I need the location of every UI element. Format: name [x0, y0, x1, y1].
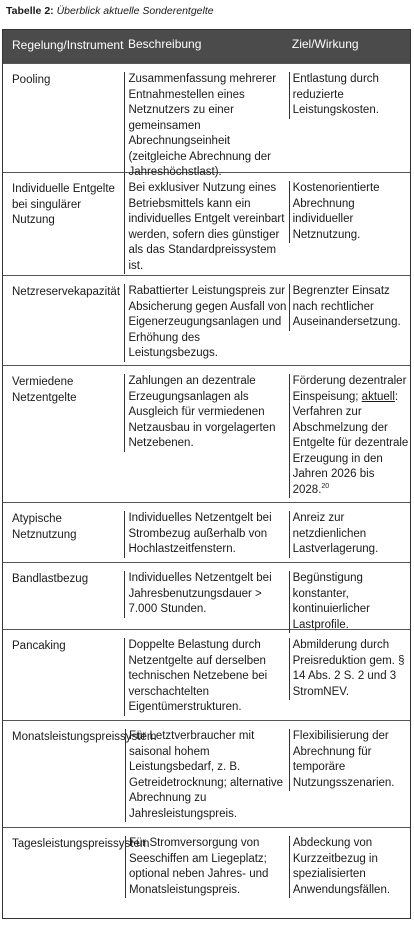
beschreibung-cell	[122, 828, 287, 918]
ziel-cell	[287, 828, 410, 918]
table-row	[3, 720, 410, 827]
regelung-cell: Monatsleistungspreissystem	[12, 731, 157, 743]
beschreibung-cell	[121, 563, 286, 629]
regelung-cell: Tagesleistungspreissystem	[12, 838, 150, 850]
ziel-text: Abmilderung durch Preisreduktion gem. § 14 Abs. 2 S. 2 und 3 StromNEV.	[289, 638, 410, 700]
ziel-cell	[287, 563, 410, 629]
ziel-cell	[287, 721, 410, 827]
ziel-text	[289, 374, 410, 498]
ziel-cell	[287, 64, 410, 172]
table-row	[3, 629, 410, 720]
table-row	[3, 172, 410, 275]
caption-title: Überblick aktuelle Sonderentgelte	[56, 5, 214, 17]
beschreibung-text: Rabattierter Leistungspreis zur Absicherung gegen Ausfall von Eigenerzeugungsanlagen und Erhöhung des Leistungsbezugs.	[124, 284, 286, 362]
table-row	[3, 562, 410, 629]
ziel-text-part-b: : Verfahren zur Abschmelzung der Entgelte für dezentrale Erzeugung in den Jahren 2026 bis 2028.	[292, 390, 409, 496]
beschreibung-cell	[122, 721, 287, 827]
ziel-cell	[287, 276, 410, 365]
column-header-beschreibung-text: Beschreibung	[128, 37, 202, 51]
table-row	[3, 827, 410, 918]
regelung-cell: Bandlastbezug	[12, 573, 89, 585]
column-header-ziel	[287, 30, 410, 63]
column-header-ziel-text: Ziel/Wirkung	[291, 37, 359, 51]
caption-label: Tabelle 2:	[6, 5, 54, 17]
beschreibung-text: Zusammenfassung mehrerer Entnahmestellen eines Netznutzers zu einer gemeinsamen Abrechnungseinheit (zeitgleiche Abrechnung der Jahreshöchstlast).	[124, 72, 286, 181]
table-row	[3, 365, 410, 502]
ziel-cell	[287, 630, 410, 720]
ziel-text: Entlastung durch reduzierte Leistungskosten.	[289, 72, 410, 119]
table-header	[3, 30, 410, 63]
ziel-text: Begünstigung konstanter, kontinuierlicher Lastprofile.	[289, 571, 410, 633]
ziel-text-part-a: Förderung dezentraler Einspeisung;	[292, 375, 407, 403]
ziel-text: Kostenorientierte Abrechnung individueller Netznutzung.	[289, 181, 410, 243]
sonderentgelte-table	[2, 29, 411, 919]
beschreibung-cell	[121, 276, 286, 365]
regelung-cell: Individuelle Entgelte bei singulärer Nutzung	[12, 183, 115, 226]
regelung-cell: Vermiedene Netzentgelte	[12, 376, 77, 404]
table-row	[3, 502, 410, 562]
beschreibung-cell	[121, 64, 286, 178]
beschreibung-text: Zahlungen an dezentrale Erzeugungsanlagen als Ausgleich für vermiedenen Netzausbau in vorgelagerten Netzebenen.	[124, 374, 286, 452]
beschreibung-text: Doppelte Belastung durch Netzentgelte auf derselben technischen Netzebene bei verschachtelten Eigentümerstrukturen.	[124, 638, 286, 716]
beschreibung-cell	[121, 173, 286, 275]
column-header-regelung: Regelung/Instrument	[12, 38, 124, 52]
ziel-cell	[287, 366, 410, 502]
beschreibung-text: Für Stromversorgung von Seeschiffen am Liegeplatz; optional neben Jahres- und Monatsleistungspreis.	[125, 836, 287, 898]
beschreibung-text: Individuelles Netzentgelt bei Jahresbenutzungsdauer > 7.000 Stunden.	[124, 571, 286, 618]
ziel-text: Flexibilisierung der Abrechnung für temporäre Nutzungsszenarien.	[289, 729, 410, 791]
regelung-cell: Netzreservekapazität	[12, 286, 121, 298]
table-row	[3, 275, 410, 365]
ziel-text: Anreiz zur netzdienlichen Lastverlagerung.	[289, 511, 410, 558]
ziel-text-underlined: aktuell	[361, 390, 395, 403]
footnote-ref: 20	[321, 482, 330, 490]
table-row	[3, 63, 410, 178]
beschreibung-text: Individuelles Netzentgelt bei Strombezug außerhalb von Hochlastzeitfenstern.	[124, 511, 286, 558]
table-caption	[6, 5, 214, 18]
regelung-cell: Pancaking	[12, 640, 66, 652]
ziel-text: Begrenzter Einsatz nach rechtlicher Auseinandersetzung.	[289, 284, 410, 331]
beschreibung-text: Bei exklusiver Nutzung eines Betriebsmittels kann ein individuelles Entgelt vereinbart werden, sofern dies günstiger als das Standardpreissystem ist.	[124, 181, 286, 274]
ziel-text: Abdeckung von Kurzzeitbezug in spezialisierten Anwendungsfällen.	[289, 836, 410, 898]
beschreibung-text: Für Letztverbraucher mit saisonal hohem Leistungsbedarf, z. B. Getreidetrocknung; alternative Abrechnung zu Jahresleistungspreis.	[125, 729, 287, 822]
regelung-cell: Atypische Netznutzung	[12, 513, 77, 541]
regelung-cell: Pooling	[12, 74, 51, 86]
beschreibung-cell	[121, 630, 286, 720]
beschreibung-cell	[121, 503, 286, 562]
column-header-beschreibung	[122, 30, 287, 63]
ziel-cell	[287, 503, 410, 562]
ziel-cell	[287, 173, 410, 275]
beschreibung-cell	[121, 366, 286, 502]
